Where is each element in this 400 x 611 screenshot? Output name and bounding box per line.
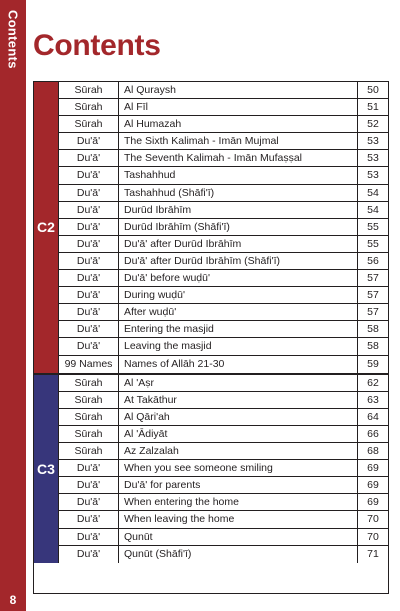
row-title: Tashahhud (Shāfi'ī) (119, 185, 358, 201)
row-title: When entering the home (119, 494, 358, 510)
row-title: Al 'Aṣr (119, 375, 358, 391)
row-page: 55 (367, 220, 379, 233)
row-page: 51 (367, 101, 379, 114)
row-page: 64 (367, 410, 379, 423)
row-type: Du'ā' (58, 270, 119, 286)
row-page: 52 (367, 118, 379, 131)
row-type: Sūrah (58, 82, 119, 98)
row-page: 71 (367, 547, 379, 560)
row-title: Qunūt (Shāfi'ī) (119, 546, 358, 563)
row-type: Du'ā' (58, 321, 119, 337)
page-title: Contents (33, 29, 161, 62)
row-type: Sūrah (58, 409, 119, 425)
row-type: Sūrah (58, 116, 119, 132)
table-row (58, 409, 388, 426)
row-type: Du'ā' (58, 494, 119, 510)
section-rows (58, 82, 388, 373)
row-type: Sūrah (58, 443, 119, 459)
table-row (58, 511, 388, 528)
row-page: 58 (367, 323, 379, 336)
row-title: Al Quraysh (119, 82, 358, 98)
table-row (58, 460, 388, 477)
row-title: Al Humazah (119, 116, 358, 132)
row-page: 56 (367, 254, 379, 267)
table-row (58, 477, 388, 494)
row-title: Al Fīl (119, 99, 358, 115)
table-row (58, 426, 388, 443)
table-row (58, 392, 388, 409)
row-type: Du'ā' (58, 546, 119, 563)
table-row (58, 150, 388, 167)
row-type: Du'ā' (58, 460, 119, 476)
row-page: 53 (367, 152, 379, 165)
row-title: Durūd Ibrāhīm (Shāfi'ī) (119, 219, 358, 235)
row-page: 50 (367, 84, 379, 96)
row-title: Du'ā' after Durūd Ibrāhīm (119, 236, 358, 252)
section-label: C3 (34, 375, 58, 563)
row-page: 54 (367, 186, 379, 199)
row-title: Names of Allāh 21-30 (119, 356, 358, 373)
row-page: 69 (367, 479, 379, 492)
row-title: Leaving the masjid (119, 338, 358, 354)
table-row (58, 270, 388, 287)
table-row (58, 494, 388, 511)
row-title: The Sixth Kalimah - Imān Mujmal (119, 133, 358, 149)
row-title: Du'ā' after Durūd Ibrāhīm (Shāfi'ī) (119, 253, 358, 269)
table-row (58, 116, 388, 133)
row-type: Du'ā' (58, 477, 119, 493)
row-title: When leaving the home (119, 511, 358, 527)
row-type: Du'ā' (58, 236, 119, 252)
row-type: 99 Names (58, 356, 119, 373)
row-type: Sūrah (58, 99, 119, 115)
section-c3 (34, 375, 388, 563)
row-title: Al Qāri'ah (119, 409, 358, 425)
page-number: 8 (9, 593, 17, 607)
row-title: Entering the masjid (119, 321, 358, 337)
table-row (58, 185, 388, 202)
sidebar-label: Contents (5, 10, 21, 69)
row-page: 54 (367, 203, 379, 216)
row-type: Du'ā' (58, 304, 119, 320)
row-type: Sūrah (58, 392, 119, 408)
section-rows (58, 375, 388, 563)
table-row (58, 304, 388, 321)
table-row (58, 236, 388, 253)
row-title: The Seventh Kalimah - Imān Mufaṣṣal (119, 150, 358, 166)
table-row (58, 529, 388, 546)
row-page: 68 (367, 445, 379, 458)
row-title: Du'ā' for parents (119, 477, 358, 493)
row-type: Sūrah (58, 375, 119, 391)
row-type: Du'ā' (58, 167, 119, 183)
row-type: Du'ā' (58, 253, 119, 269)
row-page: 66 (367, 427, 379, 440)
table-row (58, 443, 388, 460)
row-title: Az Zalzalah (119, 443, 358, 459)
row-page: 70 (367, 530, 379, 543)
row-page: 62 (367, 376, 379, 389)
row-type: Du'ā' (58, 287, 119, 303)
row-title: Tashahhud (119, 167, 358, 183)
row-page: 57 (367, 289, 379, 302)
row-title: At Takāthur (119, 392, 358, 408)
table-row (58, 356, 388, 373)
row-page: 57 (367, 272, 379, 285)
row-title: After wuḍū' (119, 304, 358, 320)
row-page: 69 (367, 496, 379, 509)
table-row (58, 253, 388, 270)
row-title: Qunūt (119, 529, 358, 545)
table-row (58, 375, 388, 392)
row-type: Du'ā' (58, 529, 119, 545)
table-row (58, 133, 388, 150)
row-type: Du'ā' (58, 202, 119, 218)
row-page: 69 (367, 462, 379, 475)
table-row (58, 338, 388, 355)
row-type: Du'ā' (58, 133, 119, 149)
row-page: 55 (367, 237, 379, 250)
row-type: Du'ā' (58, 511, 119, 527)
table-row (58, 99, 388, 116)
table-row (58, 546, 388, 563)
row-page: 58 (367, 340, 379, 353)
row-title: Durūd Ibrāhīm (119, 202, 358, 218)
row-type: Du'ā' (58, 338, 119, 354)
row-page: 59 (367, 357, 379, 370)
row-title: When you see someone smiling (119, 460, 358, 476)
section-c2 (34, 82, 388, 373)
table-row (58, 287, 388, 304)
table-row (58, 82, 388, 99)
row-page: 53 (367, 169, 379, 182)
row-type: Du'ā' (58, 185, 119, 201)
table-row (58, 219, 388, 236)
table-row (58, 167, 388, 184)
row-title: Du'ā' before wuḍū' (119, 270, 358, 286)
row-type: Sūrah (58, 426, 119, 442)
contents-table (33, 81, 389, 594)
table-row (58, 202, 388, 219)
row-title: During wuḍū' (119, 287, 358, 303)
row-title: Al 'Ādiyāt (119, 426, 358, 442)
section-label: C2 (34, 82, 58, 373)
row-page: 53 (367, 135, 379, 148)
row-type: Du'ā' (58, 219, 119, 235)
row-type: Du'ā' (58, 150, 119, 166)
sidebar-tab (0, 0, 26, 611)
row-page: 63 (367, 393, 379, 406)
table-row (58, 321, 388, 338)
row-page: 70 (367, 513, 379, 526)
row-page: 57 (367, 306, 379, 319)
